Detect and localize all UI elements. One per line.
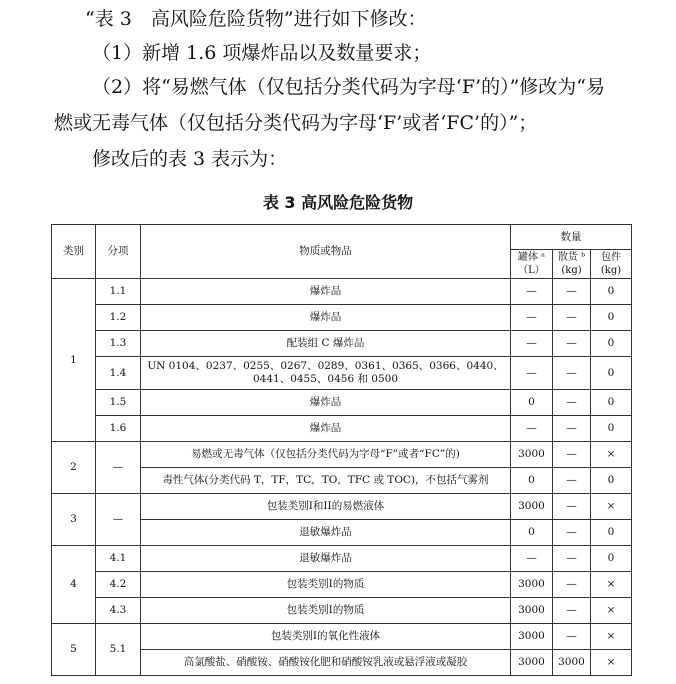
cell-bulk: — xyxy=(553,442,591,468)
cell-package: 0 xyxy=(591,416,632,442)
cell-bulk: — xyxy=(553,331,591,357)
table-row xyxy=(52,494,632,520)
cell-bulk: — xyxy=(553,357,591,390)
header-quantity: 数量 xyxy=(511,225,632,250)
cell-class: 3 xyxy=(52,494,96,546)
cell-bulk: — xyxy=(553,416,591,442)
cell-package: 0 xyxy=(591,331,632,357)
cell-bulk: — xyxy=(553,546,591,572)
cell-bulk: — xyxy=(553,305,591,331)
cell-package: × xyxy=(591,494,632,520)
header-bulk xyxy=(553,250,591,279)
cell-class: 2 xyxy=(52,442,96,494)
cell-tank: 0 xyxy=(511,520,553,546)
cell-substance: 爆炸品 xyxy=(141,305,511,331)
cell-tank: 0 xyxy=(511,390,553,416)
header-package-unit: (kg) xyxy=(600,265,622,276)
cell-bulk: — xyxy=(553,494,591,520)
cell-tank: 3000 xyxy=(511,624,553,650)
cell-tank: 3000 xyxy=(511,442,553,468)
cell-substance: 包装类别I的氧化性液体 xyxy=(141,624,511,650)
cell-tank: 3000 xyxy=(511,572,553,598)
table-row xyxy=(52,390,632,416)
header-package-label: 包件 xyxy=(601,252,622,263)
cell-package: 0 xyxy=(591,546,632,572)
cell-division: 1.5 xyxy=(96,390,141,416)
table-row xyxy=(52,357,632,390)
intro-line-1: “表 3 高风险危险货物”进行如下修改： xyxy=(85,8,427,30)
cell-substance: 退敏爆炸品 xyxy=(141,520,511,546)
cell-bulk: — xyxy=(553,598,591,624)
intro-line-5: 修改后的表 3 表示为： xyxy=(92,148,288,170)
cell-division: 1.2 xyxy=(96,305,141,331)
cell-package: × xyxy=(591,650,632,676)
table-caption: 表 3 高风险危险货物 xyxy=(262,193,414,212)
cell-division: — xyxy=(96,494,141,546)
cell-tank: 0 xyxy=(511,468,553,494)
table-row xyxy=(52,624,632,650)
table-row xyxy=(52,305,632,331)
table-row xyxy=(52,598,632,624)
high-risk-goods-table xyxy=(51,224,632,676)
cell-tank: — xyxy=(511,416,553,442)
intro-line-4: 燃或无毒气体（仅包括分类代码为字母‘F’或者‘FC’的）”； xyxy=(54,112,538,134)
cell-substance: 高氯酸盐、硝酸铵、硝酸铵化肥和硝酸铵乳液或悬浮液或凝胶 xyxy=(141,650,511,676)
cell-substance: 包装类别I的物质 xyxy=(141,598,511,624)
header-bulk-unit: (kg) xyxy=(561,265,582,276)
cell-substance: 包装类别I和II的易燃液体 xyxy=(141,494,511,520)
cell-class: 1 xyxy=(52,279,96,442)
cell-bulk: 3000 xyxy=(553,650,591,676)
cell-substance: 退敏爆炸品 xyxy=(141,546,511,572)
cell-bulk: — xyxy=(553,468,591,494)
cell-bulk: — xyxy=(553,390,591,416)
cell-tank: — xyxy=(511,305,553,331)
header-division: 分项 xyxy=(96,225,141,279)
cell-tank: 3000 xyxy=(511,650,553,676)
cell-package: × xyxy=(591,624,632,650)
cell-bulk: — xyxy=(553,624,591,650)
cell-division: 4.2 xyxy=(96,572,141,598)
table-row xyxy=(52,572,632,598)
cell-package: 0 xyxy=(591,357,632,390)
cell-division: 4.1 xyxy=(96,546,141,572)
cell-substance: 包装类别I的物质 xyxy=(141,572,511,598)
header-tank-label: 罐体 ᵃ xyxy=(517,252,546,263)
cell-bulk: — xyxy=(553,279,591,305)
header-bulk-label: 散货 ᵇ xyxy=(557,252,586,263)
table-row xyxy=(52,279,632,305)
table-row xyxy=(52,416,632,442)
cell-division: 5.1 xyxy=(96,624,141,676)
cell-division: 1.3 xyxy=(96,331,141,357)
cell-package: 0 xyxy=(591,305,632,331)
cell-substance: UN 0104、0237、0255、0267、0289、0361、0365、0366、0440、0441、0455、0456 和 0500 xyxy=(141,357,511,390)
cell-package: × xyxy=(591,572,632,598)
cell-substance: 爆炸品 xyxy=(141,279,511,305)
cell-division: 1.4 xyxy=(96,357,141,390)
header-tank-unit: （L） xyxy=(518,265,545,276)
header-substance: 物质或物品 xyxy=(141,225,511,279)
table-row xyxy=(52,546,632,572)
table-row xyxy=(52,442,632,468)
cell-substance: 易燃或无毒气体（仅包括分类代码为字母“F”或者“FC”的) xyxy=(141,442,511,468)
cell-tank: — xyxy=(511,331,553,357)
cell-bulk: — xyxy=(553,572,591,598)
cell-tank: 3000 xyxy=(511,598,553,624)
cell-package: 0 xyxy=(591,520,632,546)
cell-tank: — xyxy=(511,546,553,572)
cell-tank: — xyxy=(511,279,553,305)
cell-tank: — xyxy=(511,357,553,390)
header-package xyxy=(591,250,632,279)
cell-substance: 爆炸品 xyxy=(141,416,511,442)
header-class: 类别 xyxy=(52,225,96,279)
intro-line-3: （2）将“易燃气体（仅包括分类代码为字母‘F’的）”修改为“易 xyxy=(92,76,605,98)
cell-package: 0 xyxy=(591,279,632,305)
cell-substance: 配装组 C 爆炸品 xyxy=(141,331,511,357)
cell-division: 1.1 xyxy=(96,279,141,305)
cell-division: — xyxy=(96,442,141,494)
cell-package: 0 xyxy=(591,468,632,494)
header-tank xyxy=(511,250,553,279)
cell-substance: 爆炸品 xyxy=(141,390,511,416)
cell-bulk: — xyxy=(553,520,591,546)
cell-class: 4 xyxy=(52,546,96,624)
cell-division: 4.3 xyxy=(96,598,141,624)
cell-package: 0 xyxy=(591,390,632,416)
cell-tank: 3000 xyxy=(511,494,553,520)
table-row xyxy=(52,331,632,357)
intro-line-2: （1）新增 1.6 项爆炸品以及数量要求； xyxy=(92,42,432,64)
cell-division: 1.6 xyxy=(96,416,141,442)
cell-class: 5 xyxy=(52,624,96,676)
cell-package: × xyxy=(591,598,632,624)
cell-package: × xyxy=(591,442,632,468)
cell-substance: 毒性气体(分类代码 T，TF，TC，TO，TFC 或 TOC)，不包括气雾剂 xyxy=(141,468,511,494)
